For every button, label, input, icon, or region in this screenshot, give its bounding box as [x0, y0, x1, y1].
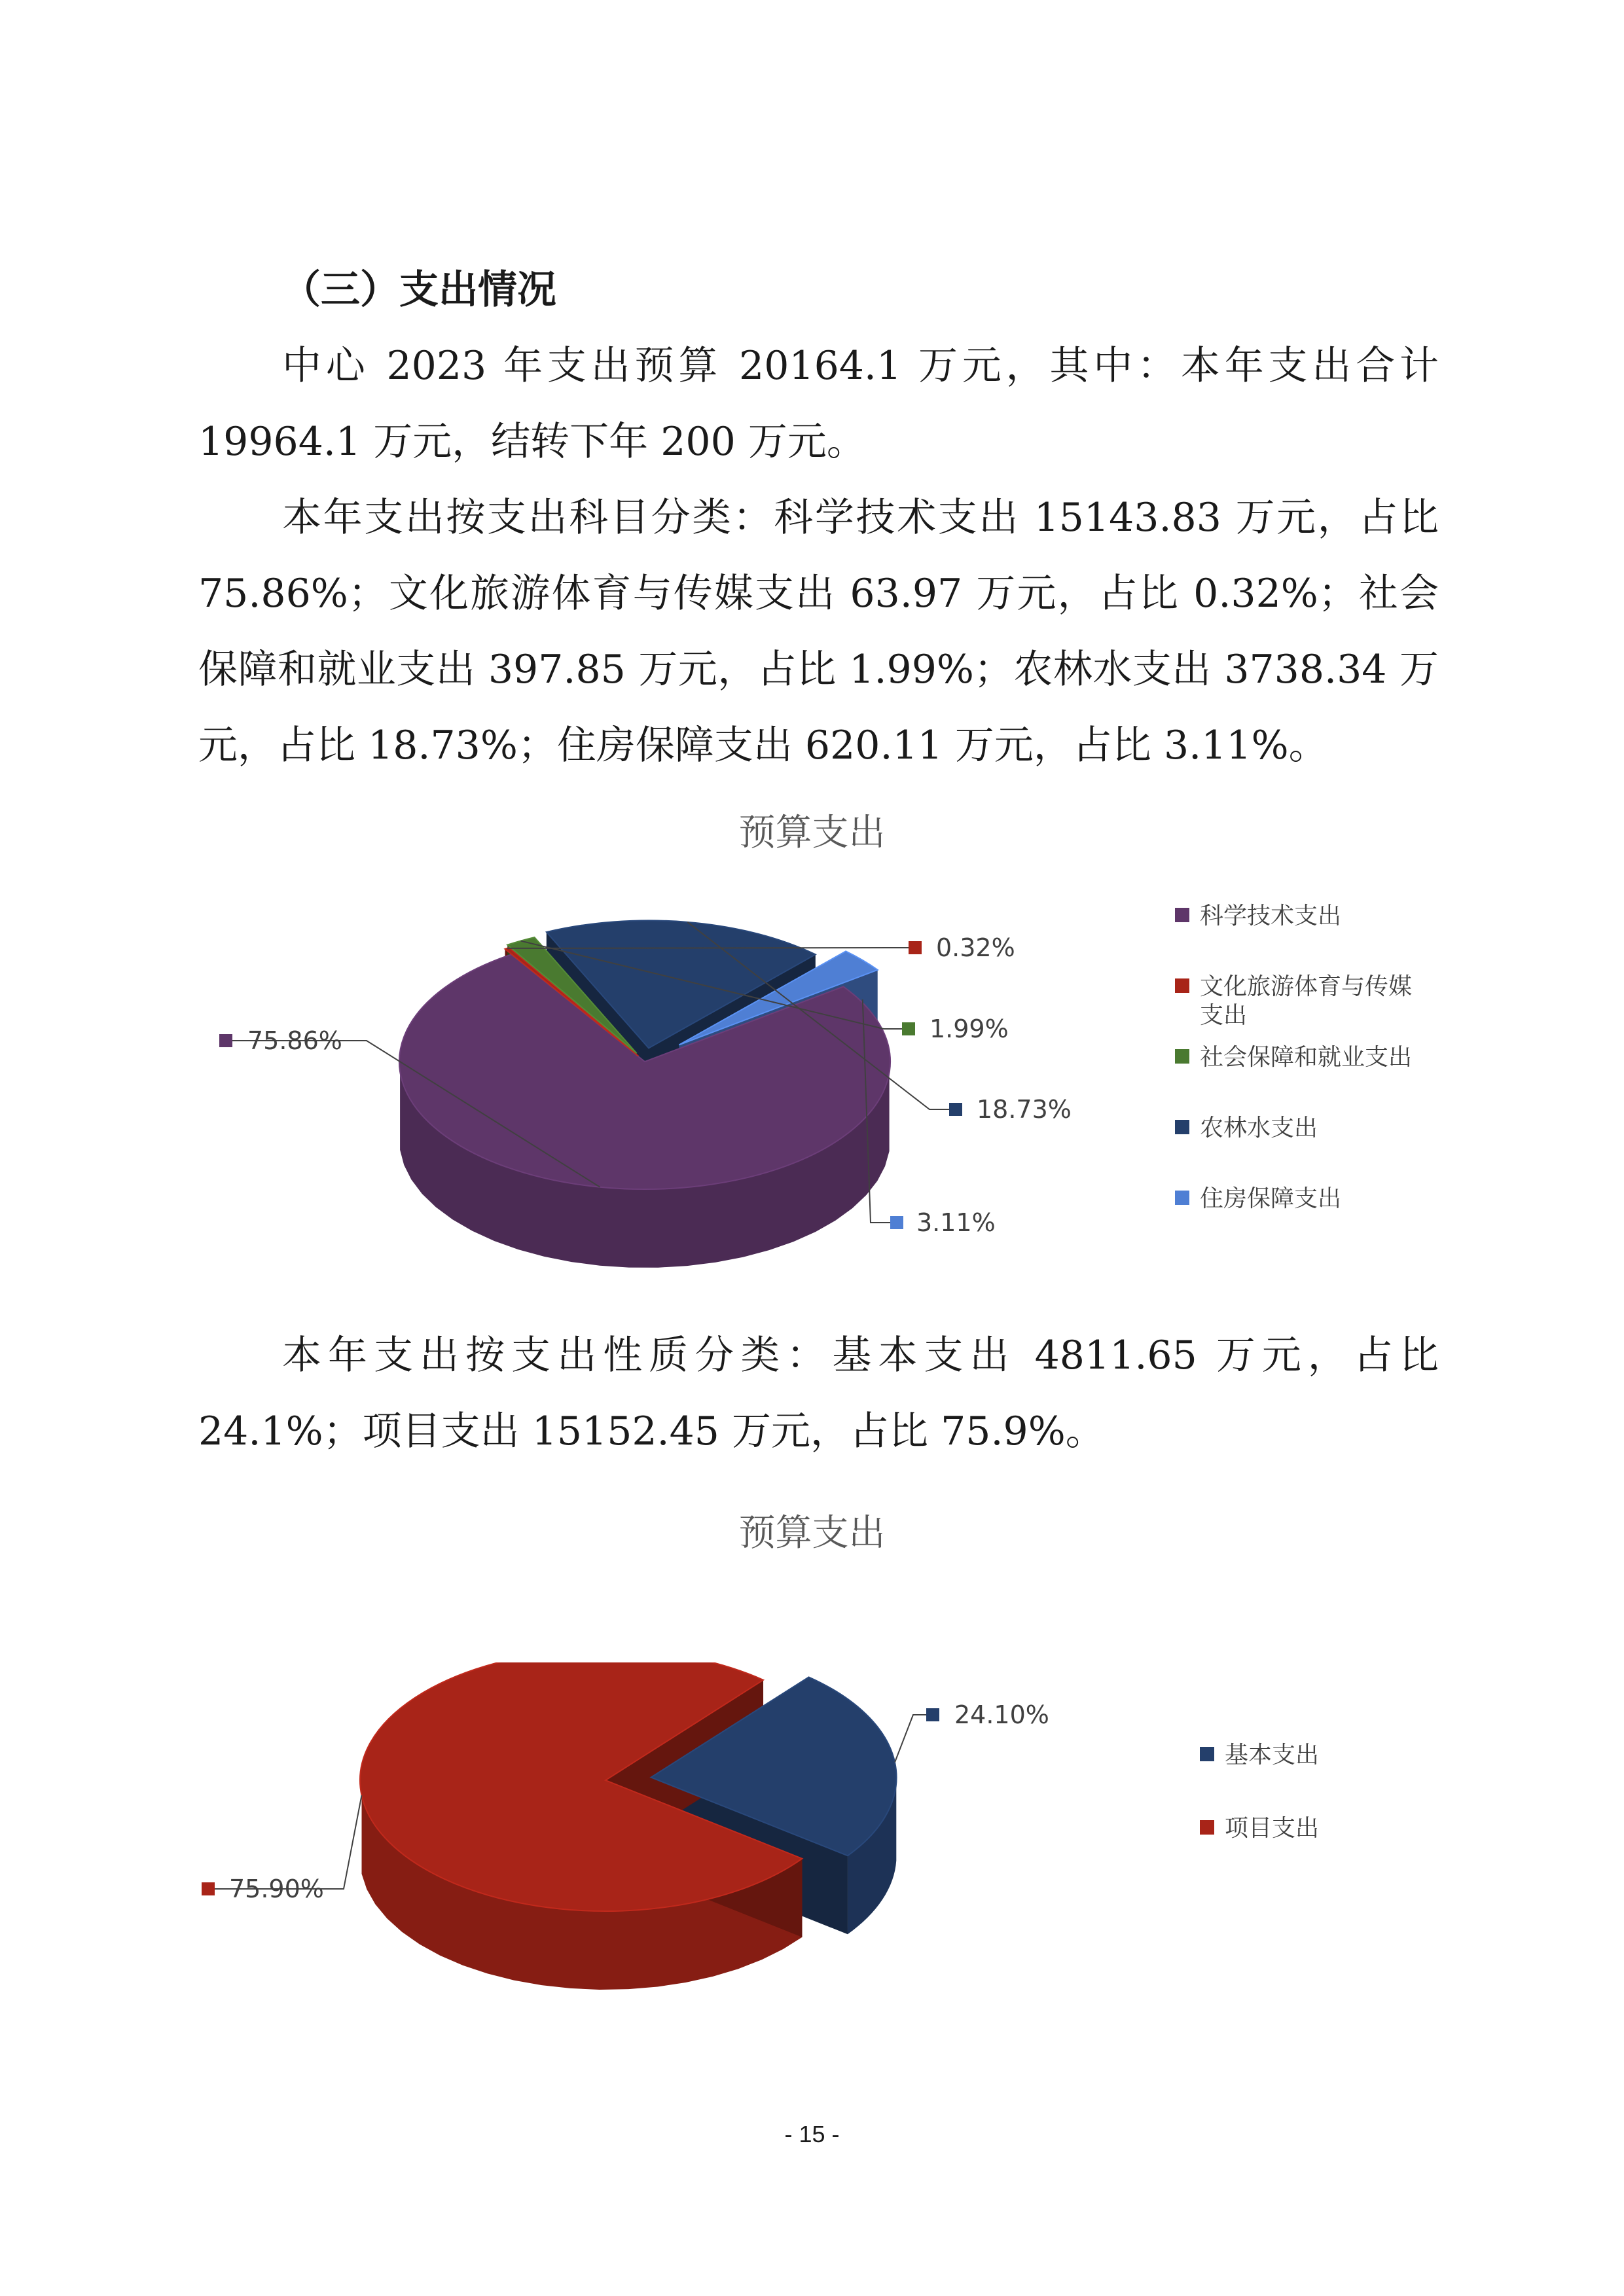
data-label-3: 18.73% — [977, 1095, 1072, 1124]
legend-swatch-0 — [1200, 1747, 1214, 1761]
legend-label-1: 项目支出 — [1225, 1815, 1320, 1842]
chart-1-pie — [0, 890, 1624, 1348]
legend-label-0: 基本支出 — [1225, 1742, 1320, 1768]
page-number: - 15 - — [784, 2121, 840, 2147]
data-label-0: 75.86% — [247, 1026, 342, 1055]
legend-label-3: 农林水支出 — [1200, 1115, 1318, 1141]
legend-swatch-1 — [1200, 1820, 1214, 1835]
paragraph-1: 中心 2023 年支出预算 20164.1 万元，其中：本年支出合计 19964.1 万元，结转下年 200 万元。 — [198, 343, 1439, 465]
legend-swatch-3 — [1175, 1120, 1189, 1134]
legend-label-2: 社会保障和就业支出 — [1200, 1044, 1413, 1071]
data-label-4: 3.11% — [916, 1208, 996, 1237]
data-label-2: 1.99% — [929, 1014, 1009, 1043]
paragraph-3: 本年支出按支出性质分类：基本支出 4811.65 万元，占比 24.1%；项目支出 15152.45 万元，占比 75.9%。 — [198, 1333, 1439, 1454]
leader-line-0 — [895, 1715, 933, 1763]
legend-label-0: 科学技术支出 — [1200, 903, 1342, 929]
data-label-1: 0.32% — [936, 933, 1015, 962]
legend-swatch-1 — [1175, 978, 1189, 993]
paragraph-by-nature — [198, 1318, 1439, 1469]
legend-swatch-2 — [1175, 1049, 1189, 1064]
legend-swatch-4 — [1175, 1191, 1189, 1205]
label-marker-4 — [890, 1216, 903, 1229]
section-heading: （三）支出情况 — [281, 267, 556, 313]
legend-swatch-0 — [1175, 908, 1189, 922]
label-marker-1 — [202, 1882, 215, 1895]
data-label-1: 75.90% — [229, 1874, 324, 1903]
chart-2-pie — [0, 1662, 1624, 2029]
legend-label-4: 住房保障支出 — [1200, 1185, 1342, 1212]
label-marker-0 — [219, 1034, 232, 1047]
paragraph-2: 本年支出按支出科目分类：科学技术支出 15143.83 万元，占比 75.86%；文化旅游体育与传媒支出 63.97 万元，占比 0.32%；社会保障和就业支出 397.85 万元，占比 1.99%；农林水支出 3738.34 万元，占比 18.73%；住房保障支出 620.11 万元，占比 3.11%。 — [198, 495, 1439, 768]
label-marker-3 — [949, 1103, 962, 1116]
paragraph-total — [198, 328, 1439, 480]
label-marker-2 — [902, 1022, 915, 1035]
label-marker-0 — [926, 1708, 939, 1721]
paragraph-by-subject — [198, 480, 1439, 783]
label-marker-1 — [909, 941, 922, 954]
legend-label-1: 文化旅游体育与传媒支出 — [1200, 973, 1413, 1029]
data-label-0: 24.10% — [954, 1700, 1049, 1729]
chart-2-title: 预算支出 — [738, 1512, 886, 1554]
chart-2-legend — [1200, 1742, 1319, 1842]
chart-1-title: 预算支出 — [738, 812, 886, 854]
chart-1-legend — [1175, 903, 1412, 1212]
